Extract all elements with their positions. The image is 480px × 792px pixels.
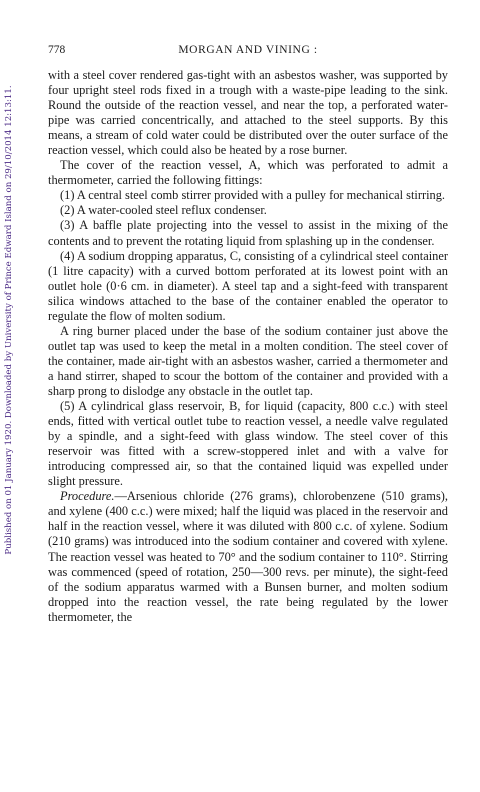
procedure-heading: Procedure.	[60, 489, 115, 504]
running-head: MORGAN AND VINING :	[178, 44, 318, 56]
procedure-text: —Arsenious chloride (276 grams), chlorobenzene (510 grams), and xylene (400 c.c.) were mixed; half the liquid was placed in the reservoir and half in the reaction vessel, where it was diluted with 800 c.c. of xylene. Sodium (210 grams) was introduced into the sodium container and covered with xylene. The reaction vessel was heated to 70° and the sodium container to 110°. Stirring was commenced (speed of rotation, 250—300 revs. per minute), the sight-feed of the sodium apparatus warmed with a Bunsen burner, and molten sodium dropped into the reaction vessel, the rate being regulated by the lower thermometer, the	[48, 489, 448, 624]
fitting-item-1: (1) A central steel comb stirrer provided with a pulley for mechanical stirring.	[60, 188, 446, 203]
fitting-item-5: (5) A cylindrical glass reservoir, B, for liquid (capacity, 800 c.c.) with steel ends, fitted with vertical outlet tube to reaction vessel, a needle valve regulated by a spindle, and a sight-feed with glass window. The steel cover of this reservoir was fitted with a screw-stoppered inlet and with a valve for introducing compressed air, so that the contained liquid was expelled under slight pressure.	[48, 399, 448, 489]
page-number: 778	[48, 44, 66, 56]
fitting-item-2: (2) A water-cooled steel reflux condenser.	[60, 203, 267, 218]
page-header	[48, 44, 448, 58]
paragraph-cover-fittings: The cover of the reaction vessel, A, which was perforated to admit a thermometer, carried the following fittings:	[48, 158, 448, 188]
article-body	[48, 68, 448, 625]
paragraph-continuation: with a steel cover rendered gas-tight with an asbestos washer, was supported by four upright steel rods fixed in a trough with a waste-pipe leading to the sink. Round the outside of the reaction vessel, and near the top, a perforated water-pipe was carried concentrically, and attached to the steel supports. By this means, a stream of cold water could be distributed over the outer surface of the reaction vessel, which could also be heated by a rose burner.	[48, 68, 448, 158]
download-watermark-text: Published on 01 January 1920. Downloaded by University of Prince Edward Island on 29/10/2014 12:13:11.	[4, 85, 14, 555]
fitting-item-4: (4) A sodium dropping apparatus, C, consisting of a cylindrical steel container (1 litre capacity) with a curved bottom perforated at its lowest point with an outlet hole (0·6 cm. in diameter). A steel tap and a sight-feed with transparent silica windows attached to the base of the container enabled the operator to regulate the flow of molten sodium.	[48, 248, 448, 323]
fitting-item-3: (3) A baffle plate projecting into the vessel to assist in the mixing of the contents and to prevent the rotating liquid from splashing up in the condenser.	[48, 218, 448, 248]
download-watermark	[2, 40, 16, 600]
paragraph-ring-burner: A ring burner placed under the base of the sodium container just above the outlet tap was used to keep the metal in a molten condition. The steel cover of the container, made air-tight with an asbestos washer, carried a thermometer and a hand stirrer, shaped to scour the bottom of the container and provided with a sharp prong to dislodge any obstacle in the outlet tap.	[48, 323, 448, 398]
paragraph-procedure	[48, 489, 448, 624]
